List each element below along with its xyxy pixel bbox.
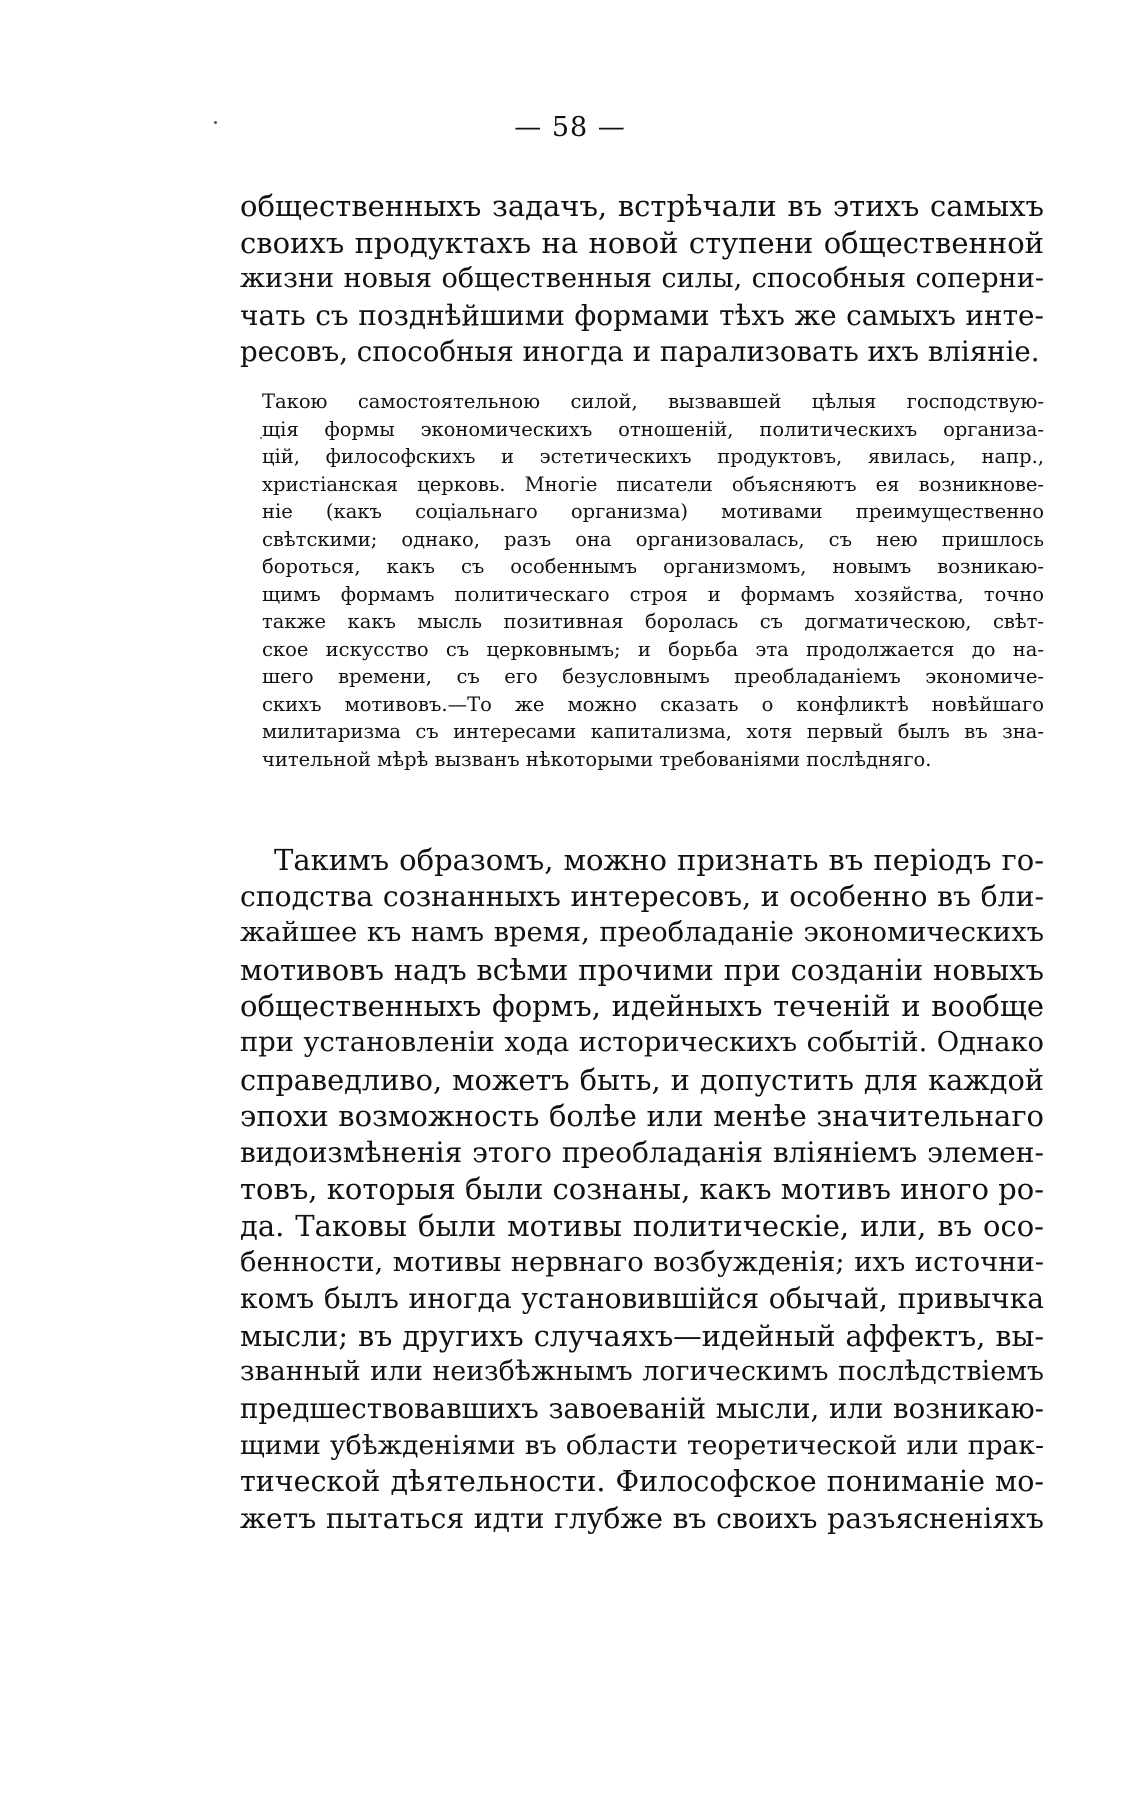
page-number: — 58 — bbox=[514, 112, 626, 143]
text-line: мотивовъ надъ всѣми прочими при созданіи новыхъ bbox=[240, 952, 1044, 987]
note-line: бороться, какъ съ особеннымъ организмомъ, новымъ возникаю- bbox=[262, 555, 1044, 578]
note-line: щія формы экономическихъ отношеній, политическихъ организа- bbox=[262, 417, 1044, 441]
note-line: щимъ формамъ политическаго строя и формамъ хозяйства, точно bbox=[262, 582, 1044, 606]
note-line: цій, философскихъ и эстетическихъ продуктовъ, явилась, напр., bbox=[262, 445, 1044, 468]
note-line: ское искусство съ церковнымъ; и борьба эта продолжается до на- bbox=[262, 637, 1044, 661]
footnote-paragraph bbox=[262, 388, 1044, 773]
note-line: чительной мѣрѣ вызванъ нѣкоторыми требованіями послѣдняго. bbox=[262, 747, 932, 771]
note-line: скихъ мотивовъ.—То же можно сказать о конфликтѣ новѣйшаго bbox=[262, 692, 1044, 716]
text-line: видоизмѣненія этого преобладанія вліяніемъ элемен- bbox=[240, 1135, 1044, 1169]
note-line: Такою самостоятельною силой, вызвавшей цѣлыя господствую- bbox=[262, 390, 1044, 413]
text-line: чать съ позднѣйшими формами тѣхъ же самыхъ инте- bbox=[240, 298, 1044, 332]
text-line: при установленіи хода историческихъ событій. Однако bbox=[240, 1026, 1044, 1058]
text-line: комъ былъ иногда установившійся обычай, привычка bbox=[240, 1282, 1044, 1316]
text-line: предшествовавшихъ завоеваній мысли, или возникаю- bbox=[240, 1391, 1044, 1425]
text-line: сподства сознанныхъ интересовъ, и особенно въ бли- bbox=[240, 879, 1044, 913]
note-line: ніе (какъ соціальнаго организма) мотивами преимущественно bbox=[262, 500, 1044, 523]
intro-paragraph bbox=[240, 188, 1044, 371]
text-line: бенности, мотивы нервнаго возбужденія; ихъ источни- bbox=[240, 1246, 1044, 1278]
note-line: шего времени, съ его безусловнымъ преобладаніемъ экономиче- bbox=[262, 665, 1044, 688]
text-line: званный или неизбѣжнымъ логическимъ послѣдствіемъ bbox=[240, 1356, 1044, 1388]
text-line: общественныхъ формъ, идейныхъ теченій и вообще bbox=[240, 989, 1044, 1024]
text-line: мысли; въ другихъ случаяхъ—идейный аффектъ, вы- bbox=[240, 1318, 1044, 1353]
text-line: да. Таковы были мотивы политическіе, или, въ осо- bbox=[240, 1208, 1044, 1243]
note-line: христіанская церковь. Многіе писатели объясняютъ ея возникнове- bbox=[262, 472, 1044, 496]
text-line: своихъ продуктахъ на новой ступени общественной bbox=[240, 225, 1044, 260]
text-line: жайшее къ намъ время, преобладаніе экономическихъ bbox=[240, 917, 1044, 949]
text-line: жизни новыя общественныя силы, способныя соперни- bbox=[240, 263, 1044, 295]
note-line: также какъ мысль позитивная боролась съ догматическою, свѣт- bbox=[262, 610, 1044, 633]
text-line: щими убѣжденіями въ области теоретической или прак- bbox=[240, 1429, 1044, 1461]
note-line: свѣтскими; однако, разъ она организовалась, съ нею пришлось bbox=[262, 527, 1044, 551]
main-paragraph bbox=[240, 842, 1044, 1537]
text-line: товъ, которыя были сознаны, какъ мотивъ иного ро- bbox=[240, 1172, 1044, 1207]
text-line: справедливо, можетъ быть, и допустить для каждой bbox=[240, 1062, 1044, 1097]
text-line: жетъ пытаться идти глубже въ своихъ разъясненіяхъ bbox=[240, 1501, 1044, 1535]
text-line: ресовъ, способныя иногда и парализовать ихъ вліяніе. bbox=[240, 335, 1040, 369]
text-line: эпохи возможность болѣе или менѣе значительнаго bbox=[240, 1099, 1044, 1134]
text-line: общественныхъ задачъ, встрѣчали въ этихъ самыхъ bbox=[240, 189, 1044, 223]
text-line: Такимъ образомъ, можно признать въ періодъ го- bbox=[274, 843, 1044, 877]
note-line: милитаризма съ интересами капитализма, хотя первый былъ въ зна- bbox=[262, 720, 1044, 743]
text-line: тической дѣятельности. Философское пониманіе мо- bbox=[240, 1465, 1044, 1499]
